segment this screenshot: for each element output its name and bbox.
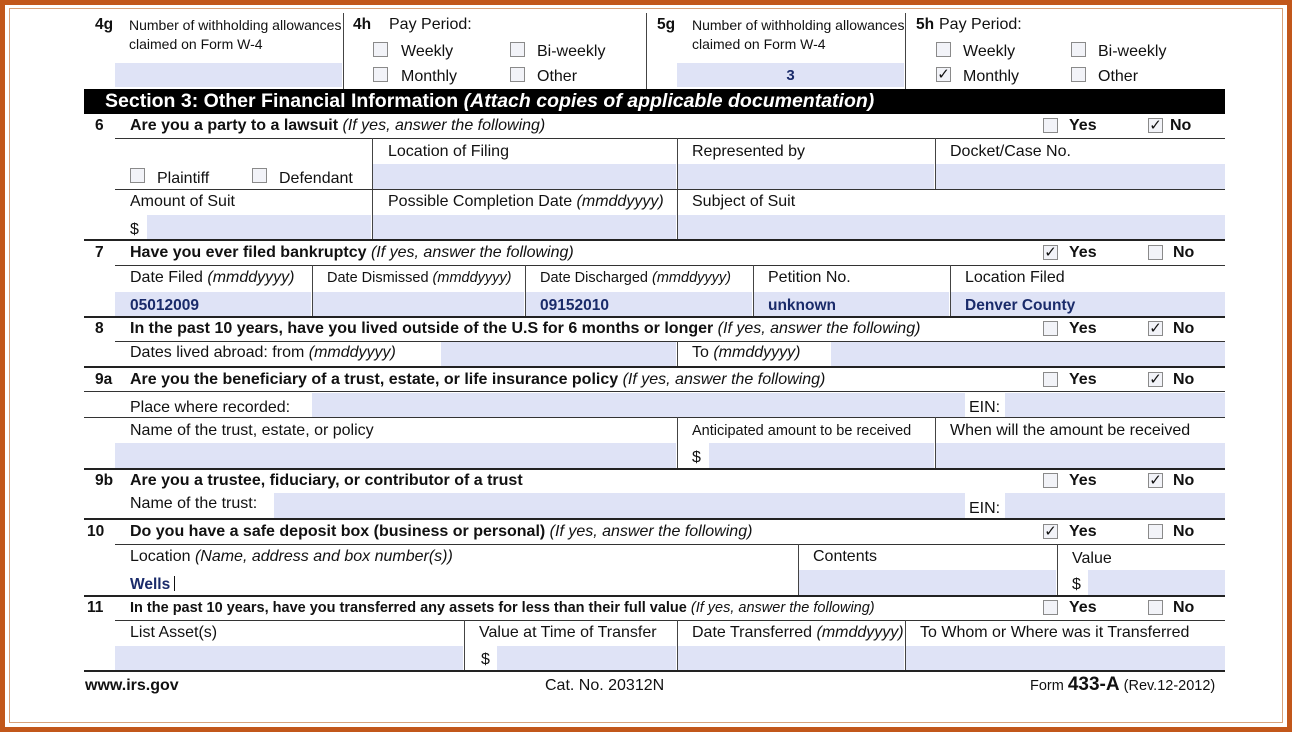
footer-form-revision: (Rev.12-2012) bbox=[1119, 678, 1216, 694]
q6-no-label: No bbox=[1170, 117, 1192, 134]
q11-whom-input[interactable] bbox=[906, 646, 1225, 670]
q4h-other-checkbox[interactable] bbox=[510, 67, 525, 82]
q9a-name-input[interactable] bbox=[115, 443, 676, 468]
q11-value-label: Value at Time of Transfer bbox=[479, 624, 657, 641]
q7-petition-value: unknown bbox=[768, 297, 837, 314]
q5h-other-checkbox[interactable] bbox=[1071, 67, 1086, 82]
q7-dismissed-input[interactable] bbox=[313, 292, 524, 316]
q10-contents-label: Contents bbox=[813, 548, 878, 565]
q6-represented-input[interactable] bbox=[678, 164, 934, 189]
q6-amount-input[interactable] bbox=[147, 215, 371, 239]
q4g-number: 4g bbox=[95, 16, 114, 33]
rule bbox=[115, 189, 1225, 190]
q10-question bbox=[130, 523, 752, 541]
q10-hint: (If yes, answer the following) bbox=[545, 523, 753, 540]
q9a-anticipated-dollar: $ bbox=[692, 449, 701, 466]
q4h-monthly-label: Monthly bbox=[401, 68, 458, 85]
q11-number: 11 bbox=[87, 599, 104, 616]
q9b-no-label: No bbox=[1173, 472, 1195, 489]
q8-no-checkbox[interactable]: ✓ bbox=[1149, 320, 1162, 337]
q11-date-format: (mmddyyyy) bbox=[812, 624, 904, 641]
q8-from-format: (mmddyyyy) bbox=[304, 344, 396, 361]
rule bbox=[84, 316, 1225, 318]
q11-yes-label: Yes bbox=[1069, 599, 1097, 616]
q4h-number: 4h bbox=[353, 16, 372, 33]
q11-date-input[interactable] bbox=[678, 646, 904, 670]
footer-form-prefix: Form bbox=[1030, 678, 1068, 694]
q6-yes-label: Yes bbox=[1069, 117, 1097, 134]
q8-yes-label: Yes bbox=[1069, 320, 1097, 337]
q9a-anticipated-input[interactable] bbox=[709, 443, 934, 468]
q10-value-input[interactable] bbox=[1088, 570, 1225, 595]
q9b-number: 9b bbox=[95, 472, 114, 489]
q4h-other-label: Other bbox=[537, 68, 578, 85]
q4g-label-line1: Number of withholding allowances bbox=[129, 17, 342, 33]
section-3-title: Section 3: Other Financial Information bbox=[105, 90, 464, 112]
q7-location-label: Location Filed bbox=[965, 269, 1065, 286]
text-cursor bbox=[174, 576, 175, 591]
rule bbox=[84, 239, 1225, 241]
q10-location-value bbox=[130, 576, 175, 594]
q8-question-text: In the past 10 years, have you lived outside of the U.S for 6 months or longer bbox=[130, 320, 714, 337]
q9b-ein-label: EIN: bbox=[969, 500, 1001, 517]
q8-no-label: No bbox=[1173, 320, 1195, 337]
q7-dismissed-label bbox=[327, 270, 512, 286]
q10-value-label: Value bbox=[1072, 550, 1112, 567]
q7-petition-label: Petition No. bbox=[768, 269, 851, 286]
q11-assets-input[interactable] bbox=[115, 646, 463, 670]
q11-value-dollar: $ bbox=[481, 651, 490, 668]
q5g-label-line2: claimed on Form W-4 bbox=[692, 36, 826, 52]
q6-docket-input[interactable] bbox=[936, 164, 1225, 189]
q5h-monthly-checkbox[interactable]: ✓ bbox=[937, 66, 950, 83]
q7-no-label: No bbox=[1173, 244, 1195, 261]
rule bbox=[115, 138, 1225, 139]
q8-to-input[interactable] bbox=[831, 342, 1225, 366]
q9a-name-label: Name of the trust, estate, or policy bbox=[130, 422, 374, 439]
q11-whom-label: To Whom or Where was it Transferred bbox=[920, 624, 1190, 641]
q8-number: 8 bbox=[95, 320, 104, 337]
q7-discharged-text: Date Discharged bbox=[540, 270, 648, 286]
q10-yes-checkbox[interactable]: ✓ bbox=[1044, 523, 1057, 540]
q9a-yes-label: Yes bbox=[1069, 371, 1097, 388]
q4g-label-line2: claimed on Form W-4 bbox=[129, 36, 263, 52]
q9b-yes-checkbox[interactable] bbox=[1043, 473, 1058, 488]
rule bbox=[84, 366, 1225, 368]
rule bbox=[84, 670, 1225, 672]
q4h-biweekly-label: Bi-weekly bbox=[537, 43, 606, 60]
q9b-name-label: Name of the trust: bbox=[130, 495, 258, 512]
q4g-allowances-input[interactable] bbox=[115, 63, 342, 87]
rule bbox=[115, 544, 1225, 545]
q8-to-label bbox=[692, 344, 800, 362]
q10-question-text: Do you have a safe deposit box (business or personal) bbox=[130, 523, 546, 540]
q6-plaintiff-checkbox[interactable] bbox=[130, 168, 145, 183]
q10-location-label bbox=[130, 548, 453, 566]
q10-location-input[interactable] bbox=[115, 570, 797, 595]
q4h-weekly-label: Weekly bbox=[401, 43, 454, 60]
rule bbox=[84, 468, 1225, 470]
q9a-place-label: Place where recorded: bbox=[130, 399, 291, 416]
divider bbox=[677, 341, 678, 366]
rule bbox=[115, 265, 1225, 266]
q9a-anticipated-label: Anticipated amount to be received bbox=[692, 423, 912, 439]
q8-to-format: (mmddyyyy) bbox=[708, 344, 801, 361]
q10-location-hint: (Name, address and box number(s)) bbox=[190, 548, 453, 565]
q11-question-text: In the past 10 years, have you transferred any assets for less than their full value bbox=[130, 600, 687, 616]
rule bbox=[84, 595, 1225, 597]
footer-form-number: 433-A bbox=[1067, 674, 1120, 695]
q7-filed-format: (mmddyyyy) bbox=[202, 269, 295, 286]
q7-filed-value: 05012009 bbox=[130, 297, 199, 314]
rule bbox=[84, 518, 1225, 520]
q6-completion-format: (mmddyyyy) bbox=[572, 193, 664, 210]
q6-completion-label bbox=[388, 193, 664, 211]
divider bbox=[646, 13, 647, 89]
q5h-number: 5h bbox=[916, 16, 935, 33]
q8-from-text: Dates lived abroad: from bbox=[130, 344, 305, 361]
q7-question-text: Have you ever filed bankruptcy bbox=[130, 244, 367, 261]
q5h-weekly-checkbox[interactable] bbox=[936, 42, 951, 57]
q8-yes-checkbox[interactable] bbox=[1043, 321, 1058, 336]
q9b-yes-label: Yes bbox=[1069, 472, 1097, 489]
q9a-ein-input[interactable] bbox=[1005, 393, 1225, 417]
q8-to-text: To bbox=[692, 344, 709, 361]
q10-number: 10 bbox=[87, 523, 105, 540]
q9a-when-label: When will the amount be received bbox=[950, 422, 1191, 439]
q10-no-checkbox[interactable] bbox=[1148, 524, 1163, 539]
q6-question-text: Are you a party to a lawsuit bbox=[130, 117, 339, 134]
q4h-monthly-checkbox[interactable] bbox=[373, 67, 388, 82]
q10-location-value-text: Wells bbox=[130, 576, 171, 593]
q5h-label: Pay Period: bbox=[939, 16, 1022, 33]
q9a-no-label: No bbox=[1173, 371, 1195, 388]
q9a-no-checkbox[interactable]: ✓ bbox=[1149, 371, 1162, 388]
q9b-name-input[interactable] bbox=[274, 493, 965, 518]
q6-docket-label: Docket/Case No. bbox=[950, 143, 1071, 160]
q7-discharged-value: 09152010 bbox=[540, 297, 609, 314]
divider bbox=[677, 417, 678, 468]
q9a-hint: (If yes, answer the following) bbox=[618, 371, 826, 388]
q9a-question bbox=[130, 371, 825, 389]
q6-amount-label: Amount of Suit bbox=[130, 193, 235, 210]
q6-completion-text: Possible Completion Date bbox=[388, 193, 573, 210]
divider bbox=[464, 620, 465, 670]
q11-no-checkbox[interactable] bbox=[1148, 600, 1163, 615]
rule bbox=[84, 417, 1225, 418]
footer-catalog-number: Cat. No. 20312N bbox=[545, 677, 665, 694]
q8-from-input[interactable] bbox=[441, 342, 676, 366]
q10-no-label: No bbox=[1173, 523, 1195, 540]
q9a-when-input[interactable] bbox=[936, 443, 1225, 468]
q10-location-text: Location bbox=[130, 548, 191, 565]
q6-no-checkbox[interactable]: ✓ bbox=[1149, 117, 1162, 134]
q11-yes-checkbox[interactable] bbox=[1043, 600, 1058, 615]
q7-dismissed-text: Date Dismissed bbox=[327, 270, 429, 286]
q10-contents-input[interactable] bbox=[799, 570, 1056, 595]
rule bbox=[115, 620, 1225, 621]
q8-question bbox=[130, 320, 920, 338]
q7-discharged-format: (mmddyyyy) bbox=[648, 270, 731, 286]
q4h-biweekly-checkbox[interactable] bbox=[510, 42, 525, 57]
divider bbox=[905, 13, 906, 89]
q6-hint: (If yes, answer the following) bbox=[338, 117, 546, 134]
q7-question bbox=[130, 244, 574, 262]
footer-form-id bbox=[1030, 674, 1215, 696]
q5h-weekly-label: Weekly bbox=[963, 43, 1016, 60]
q10-yes-label: Yes bbox=[1069, 523, 1097, 540]
q7-filed-label bbox=[130, 269, 294, 287]
q7-hint: (If yes, answer the following) bbox=[366, 244, 574, 261]
rule bbox=[84, 391, 1225, 392]
q6-question bbox=[130, 117, 545, 135]
q11-date-text: Date Transferred bbox=[692, 624, 813, 641]
q9a-yes-checkbox[interactable] bbox=[1043, 372, 1058, 387]
q10-value-dollar: $ bbox=[1072, 576, 1081, 593]
q7-filed-text: Date Filed bbox=[130, 269, 203, 286]
q4h-weekly-checkbox[interactable] bbox=[373, 42, 388, 57]
q6-defendant-label: Defendant bbox=[279, 170, 353, 187]
q11-assets-label: List Asset(s) bbox=[130, 624, 218, 641]
q9a-place-input[interactable] bbox=[312, 393, 965, 417]
q11-question bbox=[130, 600, 875, 616]
footer-website: www.irs.gov bbox=[85, 677, 179, 694]
q6-completion-input[interactable] bbox=[373, 215, 676, 239]
q8-from-label bbox=[130, 344, 396, 362]
q6-represented-label: Represented by bbox=[692, 143, 805, 160]
q9b-no-checkbox[interactable]: ✓ bbox=[1149, 472, 1162, 489]
q7-location-value: Denver County bbox=[965, 297, 1076, 314]
q5h-monthly-label: Monthly bbox=[963, 68, 1020, 85]
divider bbox=[343, 13, 344, 89]
q5g-allowances-value: 3 bbox=[786, 67, 795, 84]
q6-subject-label: Subject of Suit bbox=[692, 193, 796, 210]
q5g-label-line1: Number of withholding allowances bbox=[692, 17, 905, 33]
q7-yes-label: Yes bbox=[1069, 244, 1097, 261]
q5h-biweekly-checkbox[interactable] bbox=[1071, 42, 1086, 57]
q6-location-input[interactable] bbox=[373, 164, 676, 189]
q9b-ein-input[interactable] bbox=[1005, 493, 1225, 518]
q9a-number: 9a bbox=[95, 371, 113, 388]
q6-subject-input[interactable] bbox=[678, 215, 1225, 239]
q8-hint: (If yes, answer the following) bbox=[713, 320, 921, 337]
q11-value-input[interactable] bbox=[497, 646, 676, 670]
q11-hint: (If yes, answer the following) bbox=[686, 600, 875, 616]
q6-defendant-checkbox[interactable] bbox=[252, 168, 267, 183]
q6-amount-dollar: $ bbox=[130, 221, 139, 238]
q11-no-label: No bbox=[1173, 599, 1195, 616]
q7-yes-checkbox[interactable]: ✓ bbox=[1044, 244, 1057, 261]
q6-location-label: Location of Filing bbox=[388, 143, 509, 160]
q6-number: 6 bbox=[95, 117, 104, 134]
q5h-biweekly-label: Bi-weekly bbox=[1098, 43, 1167, 60]
q7-discharged-label bbox=[540, 270, 731, 286]
q5g-number: 5g bbox=[657, 16, 676, 33]
q7-dismissed-format: (mmddyyyy) bbox=[428, 270, 512, 286]
q6-yes-checkbox[interactable] bbox=[1043, 118, 1058, 133]
q9b-question: Are you a trustee, fiduciary, or contributor of a trust bbox=[130, 472, 523, 489]
q7-number: 7 bbox=[95, 244, 104, 261]
q5h-other-label: Other bbox=[1098, 68, 1139, 85]
q4h-label: Pay Period: bbox=[389, 16, 472, 33]
section-3-header bbox=[84, 89, 1225, 114]
q9a-ein-label: EIN: bbox=[969, 399, 1001, 416]
q6-plaintiff-label: Plaintiff bbox=[157, 170, 210, 187]
divider bbox=[1057, 544, 1058, 595]
q7-no-checkbox[interactable] bbox=[1148, 245, 1163, 260]
q9a-question-text: Are you the beneficiary of a trust, estate, or life insurance policy bbox=[130, 371, 619, 388]
q11-date-label bbox=[692, 624, 904, 642]
section-3-note: (Attach copies of applicable documentation) bbox=[463, 90, 875, 112]
